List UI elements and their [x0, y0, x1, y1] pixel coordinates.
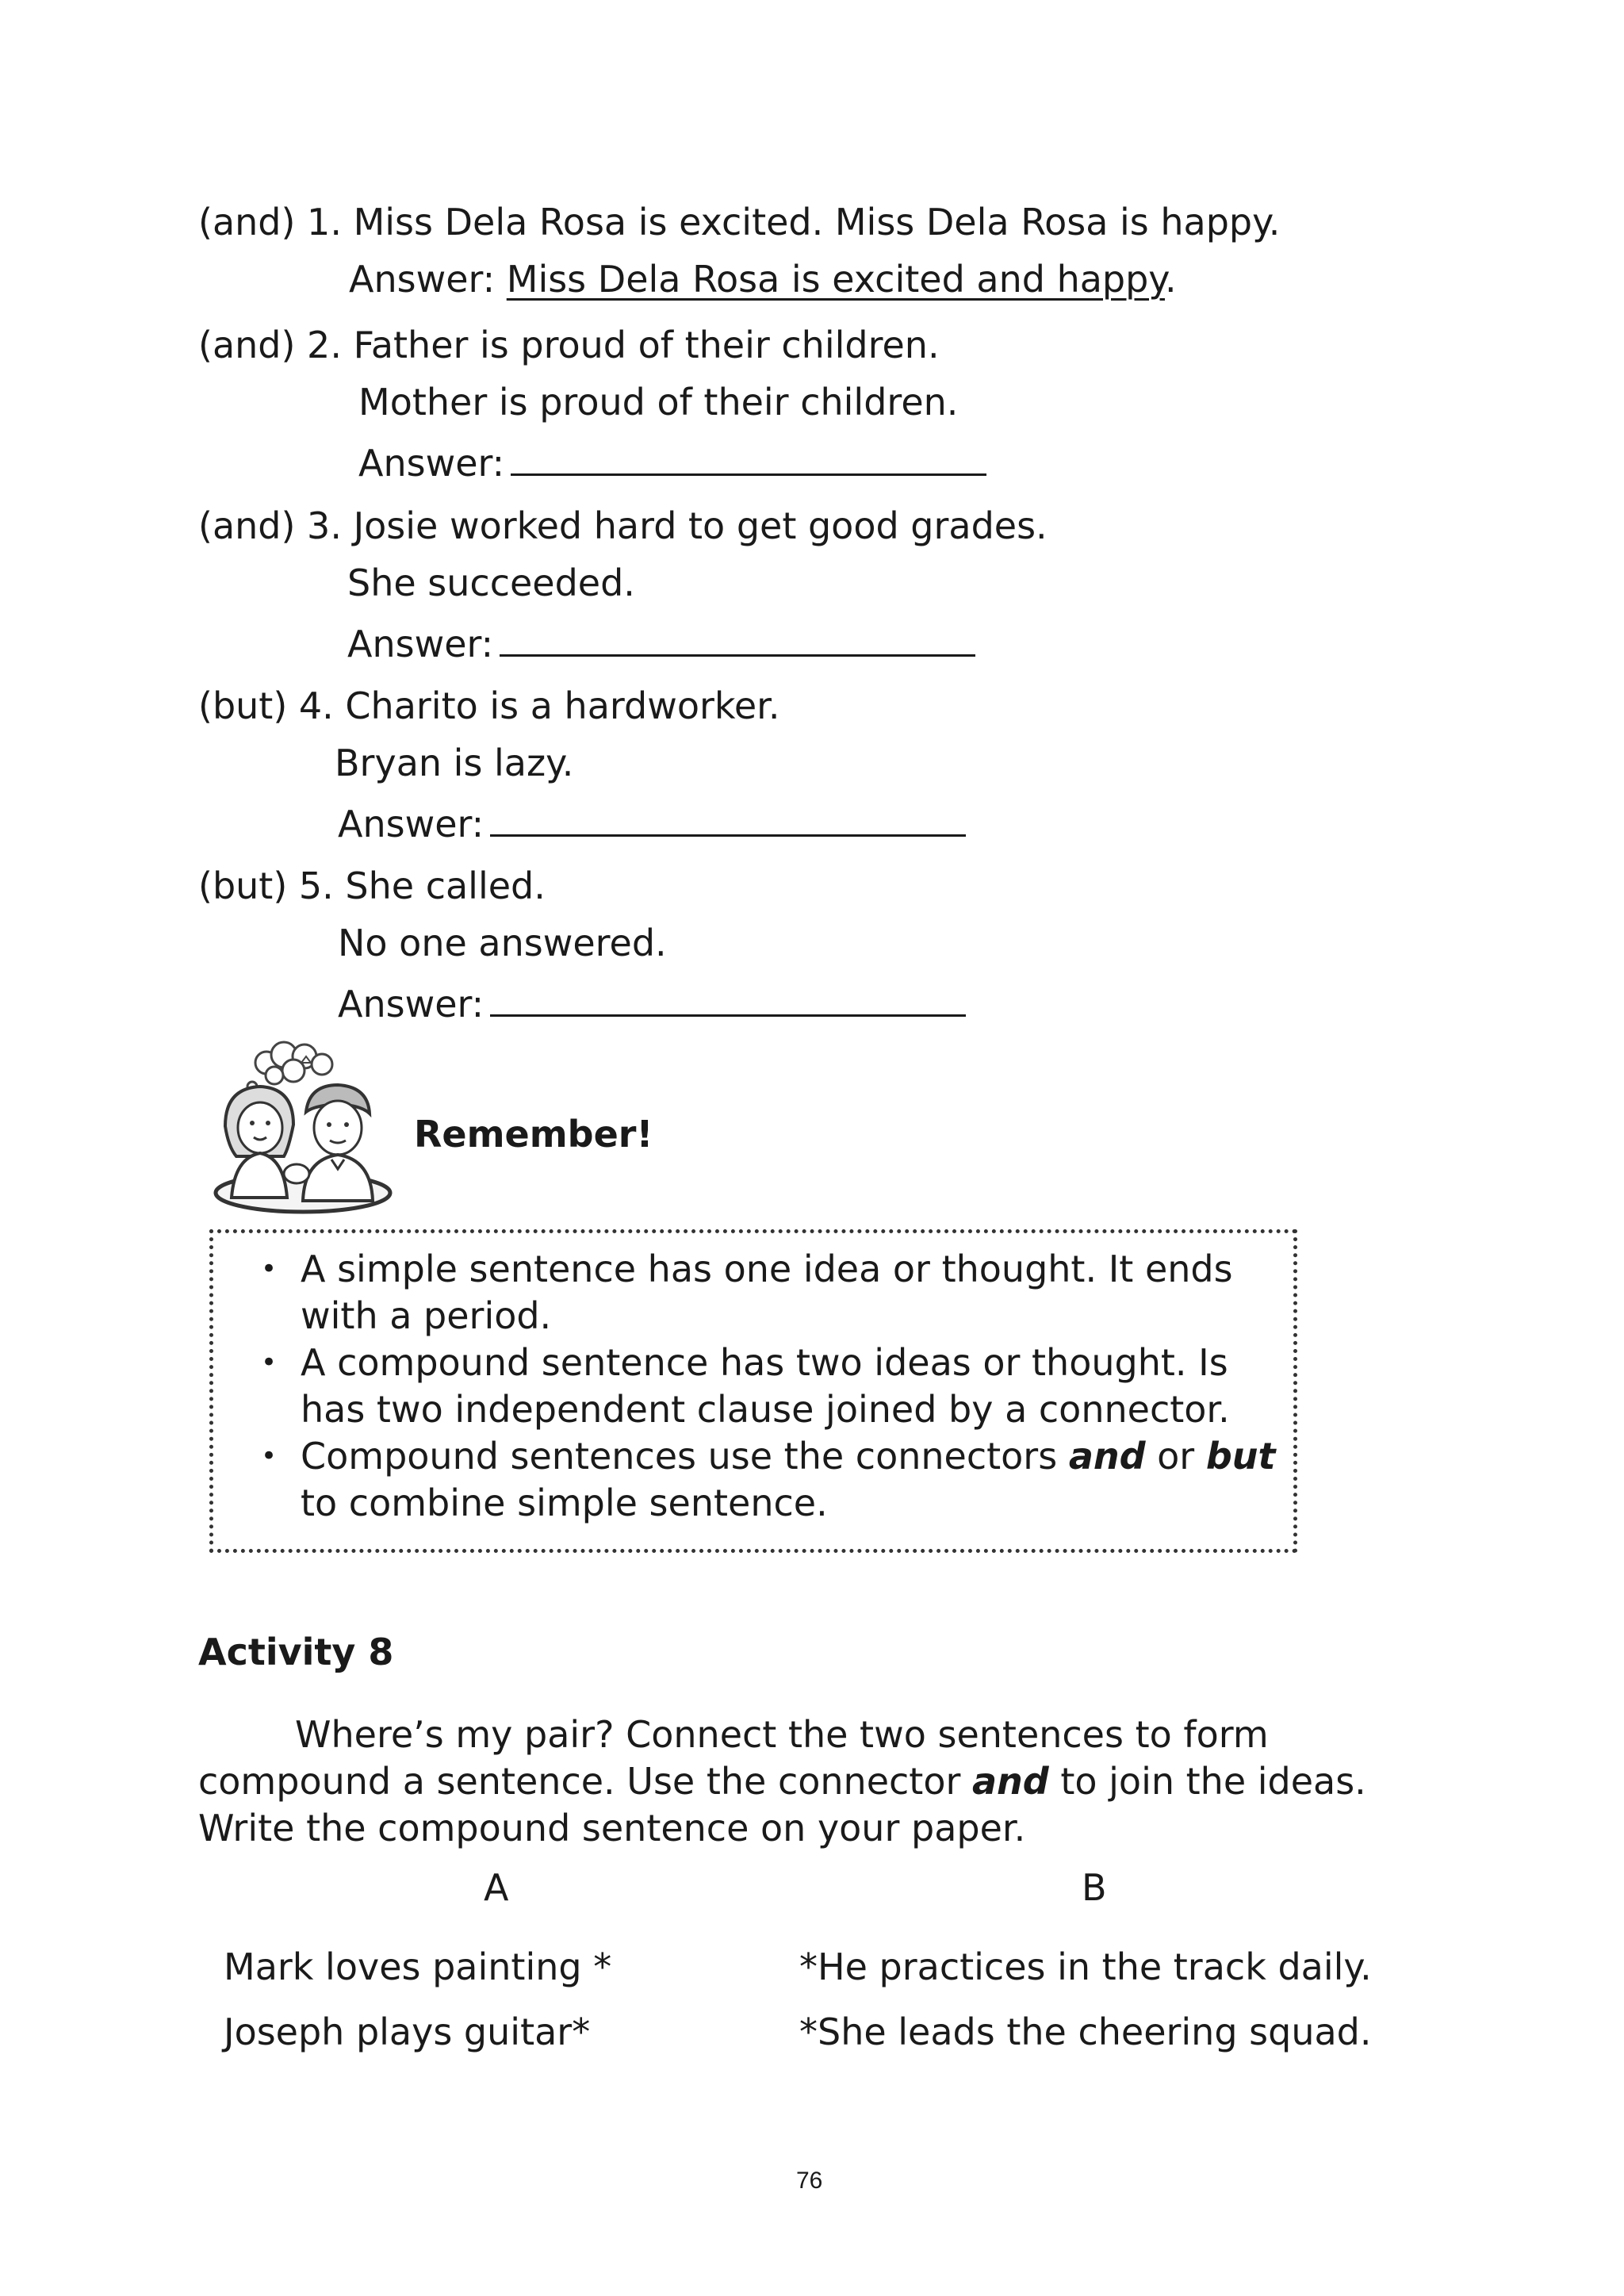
instructions-text: to join the ideas. — [1048, 1760, 1366, 1803]
page-number: 76 — [796, 2168, 823, 2194]
item-3-tag: (and) 3. — [198, 504, 342, 547]
remember-list — [261, 1246, 1284, 1527]
answer-label: Answer: — [338, 803, 485, 845]
item-1-sentence: Miss Dela Rosa is excited. Miss Dela Rosa is happy. — [353, 201, 1281, 243]
item-5-question — [198, 864, 546, 908]
item-5-tag: (but) 5. — [198, 864, 334, 907]
answer-label: Answer: — [347, 623, 494, 665]
column-b-header: B — [1082, 1866, 1107, 1909]
item-5-answer — [338, 978, 966, 1026]
column-b-item-1: *He practices in the track daily. — [799, 1945, 1372, 1988]
item-1-answer-end: . — [1164, 258, 1177, 301]
item-2-sentence-1: Father is proud of their children. — [353, 324, 940, 366]
answer-label: Answer: — [349, 258, 496, 301]
answer-blank[interactable] — [511, 437, 986, 476]
bullet-text: Compound sentences use the connectors — [301, 1435, 1069, 1478]
column-a-item-1: Mark loves painting * — [224, 1945, 612, 1988]
answer-blank[interactable] — [500, 618, 975, 657]
item-1-question — [198, 200, 1280, 244]
remember-bullet-2 — [261, 1340, 1284, 1433]
item-1-tag: (and) 1. — [198, 201, 342, 243]
bullet-text: A simple sentence has one idea or thought. It ends with a period. — [301, 1248, 1233, 1337]
column-b-item-2: *She leads the cheering squad. — [799, 2010, 1372, 2053]
item-5-sentence-2: No one answered. — [338, 922, 667, 964]
instructions-text: compound a sentence. Use the connector — [198, 1760, 972, 1803]
bullet-text: or — [1145, 1435, 1206, 1478]
connector-but: but — [1205, 1435, 1276, 1478]
item-4-tag: (but) 4. — [198, 684, 334, 727]
item-1-answer-value: Miss Dela Rosa is excited and happy — [506, 258, 1165, 301]
column-a-item-2: Joseph plays guitar* — [224, 2010, 591, 2053]
bullet-text: A compound sentence has two ideas or thought. Is has two independent clause joined by a connector. — [301, 1341, 1230, 1431]
activity-instructions-line-2 — [198, 1758, 1366, 1805]
bullet-text: to combine simple sentence. — [301, 1481, 828, 1524]
item-4-sentence-2: Bryan is lazy. — [335, 742, 574, 784]
connector-and: and — [972, 1760, 1049, 1803]
activity-instructions-line-3: Write the compound sentence on your paper. — [198, 1807, 1026, 1849]
item-4-sentence-1: Charito is a hardworker. — [345, 684, 780, 727]
column-a-header: A — [484, 1866, 509, 1909]
item-4-answer — [338, 798, 966, 846]
item-2-tag: (and) 2. — [198, 324, 342, 366]
answer-label: Answer: — [338, 983, 485, 1025]
item-5-sentence-1: She called. — [345, 864, 546, 907]
item-1-answer — [349, 257, 1177, 301]
item-3-sentence-1: Josie worked hard to get good grades. — [353, 504, 1048, 547]
remember-box — [209, 1229, 1297, 1553]
item-3-question — [198, 504, 1048, 548]
item-2-sentence-2: Mother is proud of their children. — [358, 381, 959, 424]
two-children-thinking-illustration-icon — [211, 1039, 395, 1217]
remember-bullet-1 — [261, 1246, 1284, 1340]
item-2-question — [198, 323, 940, 367]
connector-and: and — [1068, 1435, 1146, 1478]
answer-blank[interactable] — [490, 798, 966, 837]
answer-label: Answer: — [358, 442, 505, 485]
activity-title: Activity 8 — [198, 1631, 394, 1673]
item-2-answer — [358, 437, 986, 485]
item-3-answer — [347, 618, 975, 666]
item-4-question — [198, 684, 780, 728]
answer-blank[interactable] — [490, 978, 966, 1017]
activity-instructions-line-1: Where’s my pair? Connect the two sentences to form — [295, 1713, 1269, 1756]
remember-bullet-3 — [261, 1433, 1284, 1527]
item-3-sentence-2: She succeeded. — [347, 562, 635, 604]
remember-heading: Remember! — [414, 1113, 653, 1156]
